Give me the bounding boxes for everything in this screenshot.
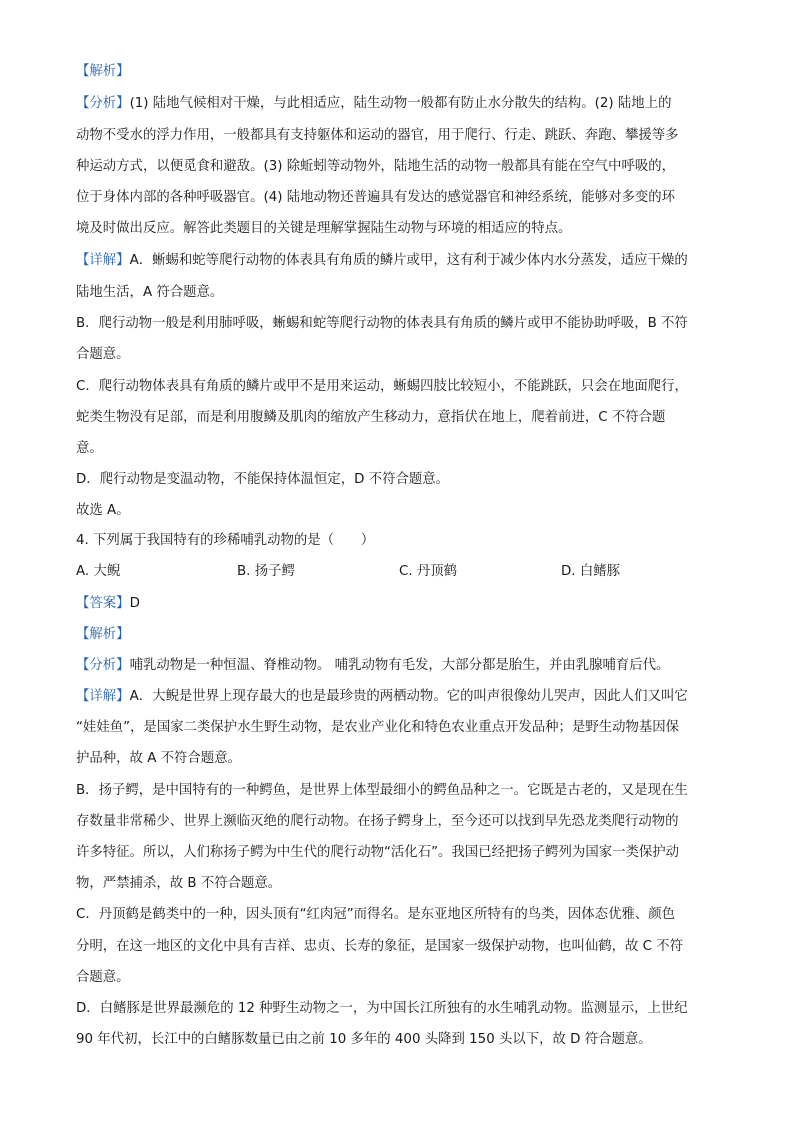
text-line [76, 157, 675, 177]
line-text: A．大鲵是世界上现存最大的也是最珍贵的两栖动物。它的叫声很像幼儿哭声，因此人们又叫它 [129, 689, 688, 704]
line-text: A．蜥蜴和蛇等爬行动物的体表具有角质的鳞片或甲，这有利于减少体内水分蒸发，适应干燥的 [129, 253, 688, 268]
line-text: C．丹顶鹤是鹤类中的一种，因头顶有“红肉冠”而得名。是东亚地区所特有的鸟类，因体态优雅、颜色 [76, 907, 676, 922]
option-a: A. 大鲵 [76, 564, 121, 579]
section-tag: 【解析】 [76, 627, 130, 642]
line-text: 4. 下列属于我国特有的珍稀哺乳动物的是（ ） [76, 533, 375, 548]
text-line [76, 439, 103, 459]
text-line [76, 687, 688, 707]
line-text: 分明，在这一地区的文化中具有吉祥、忠贞、长寿的象征，是国家一级保护动物，也叫仙鹤，故 C 不符 [76, 939, 684, 954]
text-line [76, 345, 130, 365]
line-text: 种运动方式，以便觅食和避敌。(3) 除蚯蚓等动物外，陆地生活的动物一般都具有能在空气中呼吸的， [76, 159, 676, 174]
line-text: 境及时做出反应。解答此类题目的关键是理解掌握陆生动物与环境的相适应的特点。 [76, 221, 572, 236]
text-line [76, 968, 130, 988]
section-tag: 【答案】 [76, 596, 130, 611]
text-line [76, 283, 223, 303]
line-text: D [129, 596, 140, 611]
text-line [76, 749, 241, 769]
text-line [76, 937, 683, 957]
text-line [76, 531, 374, 551]
text-line [76, 62, 130, 82]
line-text: 陆地生活，A 符合题意。 [76, 285, 224, 300]
section-tag: 【详解】 [76, 689, 130, 704]
text-line [76, 812, 679, 832]
text-line [76, 377, 688, 397]
text-line [76, 1030, 652, 1050]
text-line [76, 94, 671, 114]
text-line [76, 219, 571, 239]
line-text: 存数量非常稀少、世界上濒临灭绝的爬行动物。在扬子鳄身上，至今还可以找到早先恐龙类爬行动物的 [76, 814, 679, 829]
line-text: 故选 A。 [76, 503, 130, 518]
line-text: D．爬行动物是变温动物，不能保持体温恒定，D 不符合题意。 [76, 472, 450, 487]
text-line [76, 314, 688, 334]
line-text: 护品种，故 A 不符合题意。 [76, 751, 241, 766]
text-line [76, 251, 688, 271]
line-text: “娃娃鱼”，是国家二类保护水生野生动物，是农业产业化和特色农业重点开发品种；是野生动物基因保 [76, 720, 680, 735]
section-tag: 【详解】 [76, 253, 130, 268]
line-text: 许多特征。所以，人们称扬子鳄为中生代的爬行动物“活化石”。我国已经把扬子鳄列为国家一类保护动 [76, 845, 680, 860]
line-text: 合题意。 [76, 970, 130, 985]
line-text: C．爬行动物体表具有角质的鳞片或甲不是用来运动，蜥蜴四肢比较短小，不能跳跃，只会在地面爬行， [76, 379, 688, 394]
text-line [76, 656, 669, 676]
line-text: 位于身体内部的各种呼吸器官。(4) 陆地动物还普遍具有发达的感觉器官和神经系统，能够对多变的环 [76, 190, 676, 205]
line-text: B．扬子鳄，是中国特有的一种鳄鱼，是世界上体型最细小的鳄鱼品种之一。它既是古老的，又是现在生 [76, 783, 688, 798]
line-text: 合题意。 [76, 347, 130, 362]
text-line [76, 874, 281, 894]
line-text: (1) 陆地气候相对干燥，与此相适应，陆生动物一般都有防止水分散失的结构。(2) 陆地上的 [129, 96, 672, 111]
line-text: D．白鳍豚是世界最濒危的 12 种野生动物之一，为中国长江所独有的水生哺乳动物。监测显示，上世纪 [76, 1001, 688, 1016]
option-b: B. 扬子鳄 [237, 564, 295, 579]
text-line [76, 126, 679, 146]
line-text: 哺乳动物是一种恒温、脊椎动物。 哺乳动物有毛发，大部分都是胎生，并由乳腺哺育后代。 [129, 658, 670, 673]
text-line [76, 905, 675, 925]
option-d: D. 白鳍豚 [561, 564, 620, 579]
text-line [76, 188, 675, 208]
line-text: B．爬行动物一般是利用肺呼吸，蜥蜴和蛇等爬行动物的体表具有角质的鳞片或甲不能协助呼吸，B 不符 [76, 316, 688, 331]
section-tag: 【分析】 [76, 96, 130, 111]
text-line [76, 843, 679, 863]
text-line [76, 999, 688, 1019]
line-text: 物，严禁捕杀，故 B 不符合题意。 [76, 876, 282, 891]
text-line [76, 470, 449, 490]
section-tag: 【解析】 [76, 64, 130, 79]
text-line [76, 408, 665, 428]
text-line [76, 501, 130, 521]
line-text: 90 年代初，长江中的白鳍豚数量已由之前 10 多年的 400 头降到 150 头以下，故 D 符合题意。 [76, 1032, 652, 1047]
text-line [76, 718, 679, 738]
section-tag: 【分析】 [76, 658, 130, 673]
text-line [76, 625, 130, 645]
text-line [76, 781, 688, 801]
text-line [76, 594, 140, 614]
option-c: C. 丹顶鹤 [399, 564, 458, 579]
line-text: 动物不受水的浮力作用，一般都具有支持躯体和运动的器官，用于爬行、行走、跳跃、奔跑、攀援等多 [76, 128, 679, 143]
line-text: 意。 [76, 441, 103, 456]
line-text: 蛇类生物没有足部，而是利用腹鳞及肌肉的缩放产生移动力，意指伏在地上，爬着前进，C 不符合题 [76, 410, 666, 425]
